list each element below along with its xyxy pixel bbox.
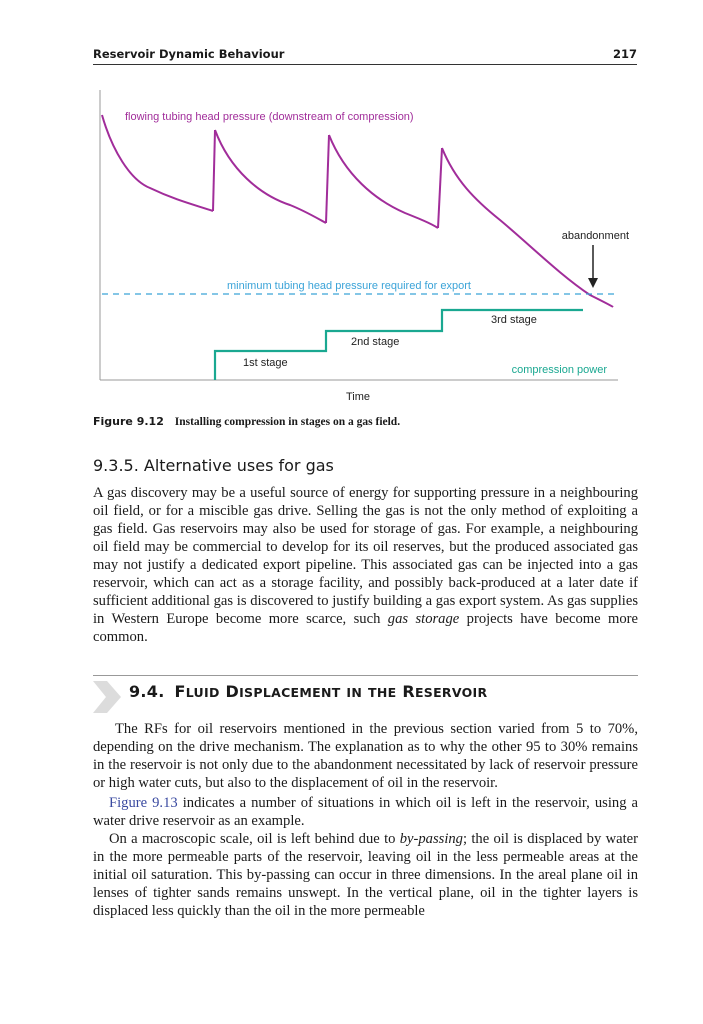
figure-compression-stages <box>90 85 630 415</box>
italic-term: by-passing <box>399 831 463 847</box>
figure-link[interactable]: Figure 9.13 <box>109 795 178 811</box>
page-number: 217 <box>612 47 637 61</box>
section-title: 9.4. FLUID DISPLACEMENT IN THE RESERVOIR <box>129 682 488 701</box>
pressure-jump-3 <box>438 148 442 228</box>
label-minimum-pressure: minimum tubing head pressure required for export <box>227 280 471 292</box>
section-paragraph-1: The RFs for oil reservoirs mentioned in the previous section varied from 5 to 70%, depending on the drive mechanism. The explanation as to why the other 95 to 30% remains in the reservoir is not only due to the abandonment necessitated by lack of reservoir pressure or high water cuts, but also to the displacement of oil in the reservoir. <box>93 721 638 791</box>
label-stage-3: 3rd stage <box>491 314 537 326</box>
section-paragraph-3: On a macroscopic scale, oil is left behind due to by-passing; the oil is displaced by water in the more permeable parts of the reservoir, leaving oil in the less permeable areas at the initial oil saturation. This by-passing can occur in three dimensions. In the areal plane oil in lenses of tighter sands remains unswept. In the vertical plane, oil in the tighter layers is displaced less quickly than the oil in the more permeable <box>93 831 638 919</box>
pressure-segment-3 <box>329 135 438 228</box>
label-flowing-pressure: flowing tubing head pressure (downstream of compression) <box>125 111 414 123</box>
section-paragraph-2: Figure 9.13 indicates a number of situations in which oil is left in the reservoir, using a water drive reservoir as an example. <box>93 795 638 829</box>
pressure-segment-2 <box>215 130 326 223</box>
subsection-title: 9.3.5. Alternative uses for gas <box>93 456 334 475</box>
running-title: Reservoir Dynamic Behaviour <box>93 47 285 61</box>
label-stage-2: 2nd stage <box>351 336 400 348</box>
label-stage-1: 1st stage <box>243 357 288 369</box>
caption-text: Installing compression in stages on a gas field. <box>174 416 401 428</box>
pressure-segment-1 <box>102 115 213 211</box>
label-x-axis: Time <box>345 391 371 403</box>
section-chevron-icon <box>93 679 121 715</box>
italic-term: gas storage <box>387 611 460 627</box>
running-header <box>93 44 637 65</box>
section-heading <box>93 675 638 717</box>
pressure-jump-2 <box>326 135 329 223</box>
label-compression-power: compression power <box>511 364 607 376</box>
pressure-jump-1 <box>213 130 215 211</box>
subsection-paragraph: A gas discovery may be a useful source of energy for supporting pressure in a neighbouring oil field, or for a miscible gas drive. Selling the gas is not the only method of exploiting a gas field. Gas reservoirs may also be used for storage of gas. For example, a neighbouring oil field may be commercial to develop for its oil reserves, but the produced associated gas may not justify a dedicated export pipeline. This associated gas can be injected into a gas reservoir, which can act as a storage facility, and possibly back-produced at a later date if sufficient additional gas is discovered to justify building a gas export system. As gas supplies in Western Europe become more scarce, such gas storage projects have become more common. <box>93 485 639 645</box>
caption-label: Figure 9.12 <box>93 415 164 428</box>
label-abandonment: abandonment <box>561 230 629 242</box>
figure-caption <box>93 415 400 428</box>
abandonment-arrow-head <box>588 278 598 288</box>
section-rule <box>93 675 638 676</box>
